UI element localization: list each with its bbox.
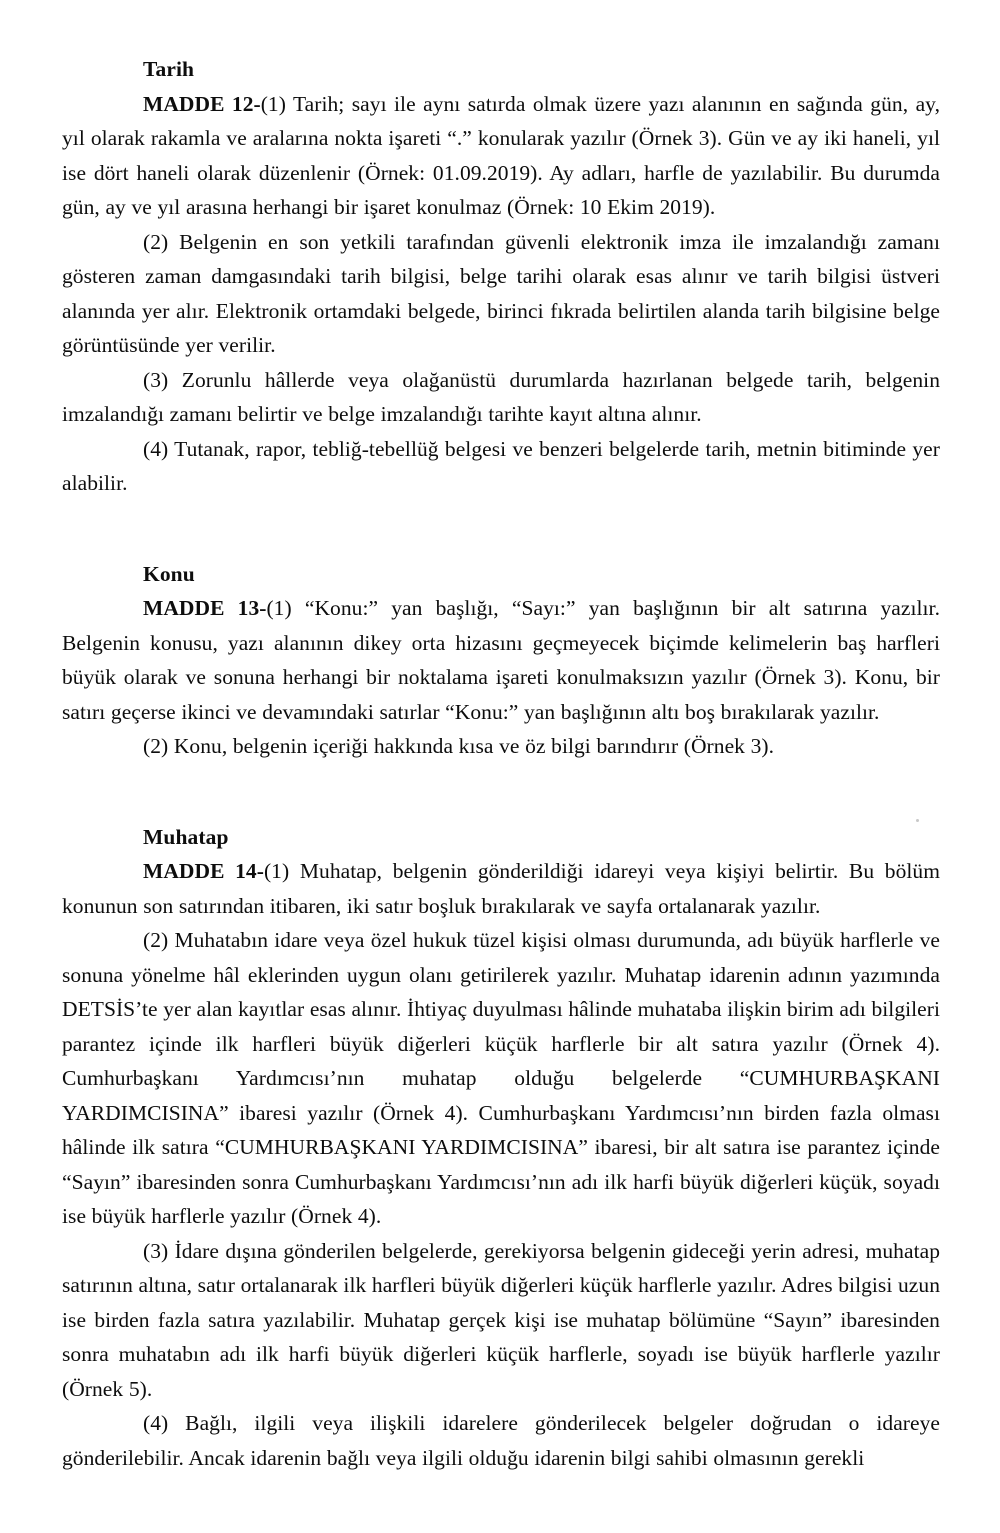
- paragraph-number: (2): [143, 928, 169, 952]
- scan-speck-artifact: [916, 819, 919, 822]
- section-heading-tarih: Tarih: [143, 57, 195, 81]
- madde-label-13: MADDE 13-: [143, 596, 267, 620]
- paragraph-number: (4): [143, 436, 169, 461]
- paragraph-number: (3): [143, 1238, 169, 1263]
- paragraph-madde-14-4: [62, 1406, 940, 1475]
- paragraph-text: Belgenin en son yetkili tarafından güvenli elektronik imza ile imzalandığı zamanı gösteren zaman damgasındaki tarih bilgisi, belge tarihi olarak esas alınır ve tarih bilgisi üstveri alanında yer alır. Elektronik ortamdaki belgede, birinci fıkrada belirtilen alanda tarih bilgisine belge görüntüsünde yer verilir.: [62, 229, 940, 357]
- paragraph-number: (3): [143, 367, 169, 392]
- madde-label-12: MADDE 12-: [143, 91, 261, 116]
- paragraph-madde-12-2: [62, 225, 940, 363]
- paragraph-madde-14-2: [62, 923, 940, 1234]
- section-konu: [62, 557, 940, 764]
- section-heading-muhatap: Muhatap: [143, 824, 229, 849]
- paragraph-number: (1): [260, 91, 286, 116]
- paragraph-madde-13-1: [62, 591, 940, 729]
- paragraph-number: (1): [263, 859, 290, 883]
- paragraph-text: Tarih; sayı ile aynı satırda olmak üzere yazı alanının en sağında gün, ay, yıl olarak rakamla ve aralarına nokta işareti “.” konularak yazılır (Örnek 3). Gün ve ay iki haneli, yıl ise dört haneli olarak düzenlenir (Örnek: 01.09.2019). Ay adları, harfle de yazılabilir. Bu durumda gün, ay ve yıl arasına herhangi bir işaret konulmaz (Örnek: 10 Ekim 2019).: [62, 91, 940, 219]
- paragraph-text: Zorunlu hâllerde veya olağanüstü durumlarda hazırlanan belgede tarih, belgenin imzalandığı zamanı belirtir ve belge imzalandığı tarihte kayıt altına alınır.: [62, 367, 940, 426]
- paragraph-number: (2): [143, 229, 169, 254]
- paragraph-number: (2): [143, 734, 169, 758]
- paragraph-madde-12-3: [62, 363, 940, 432]
- paragraph-text: Muhatap, belgenin gönderildiği idareyi veya kişiyi belirtir. Bu bölüm konunun son satırından itibaren, iki satır boşluk bırakılarak ve sayfa ortalanarak yazılır.: [62, 859, 940, 918]
- paragraph-text: “Konu:” yan başlığı, “Sayı:” yan başlığının bir alt satırına yazılır. Belgenin konusu, yazı alanının dikey orta hizasını geçmeyecek biçimde kelimelerin baş harfleri büyük olarak ve sonuna herhangi bir noktalama işareti konulmaksızın yazılır (Örnek 3). Konu, bir satırı geçerse ikinci ve devamındaki satırlar “Konu:” yan başlığının altı boş bırakılarak yazılır.: [62, 596, 940, 724]
- paragraph-number: (4): [143, 1411, 169, 1435]
- paragraph-madde-13-2: [62, 729, 940, 764]
- paragraph-number: (1): [266, 596, 292, 620]
- paragraph-text: İdare dışına gönderilen belgelerde, gerekiyorsa belgenin gideceği yerin adresi, muhatap satırının altına, satır ortalanarak ilk harfleri büyük diğerleri küçük harflerle yazılır. Adres bilgisi uzun ise birden fazla satıra yazılabilir. Muhatap gerçek kişi ise muhatap bölümüne “Sayın” ibaresinden sonra muhatabın adı ilk harfi büyük diğerleri küçük harflerle, soyadı ise büyük harflerle yazılır (Örnek 5).: [62, 1238, 940, 1401]
- paragraph-text: Tutanak, rapor, tebliğ-tebellüğ belgesi ve benzeri belgelerde tarih, metnin bitiminde yer alabilir.: [62, 436, 940, 495]
- section-tarih: [62, 52, 940, 501]
- paragraph-text: Konu, belgenin içeriği hakkında kısa ve öz bilgi barındırır (Örnek 3).: [168, 734, 775, 758]
- document-text-column: [62, 52, 940, 1475]
- paragraph-text: Bağlı, ilgili veya ilişkili idarelere gönderilecek belgeler doğrudan o idareye gönderilebilir. Ancak idarenin bağlı veya ilgili olduğu idarenin bilgi sahibi olmasının gerekli: [62, 1411, 940, 1470]
- paragraph-madde-12-4: [62, 432, 940, 501]
- paragraph-text: Muhatabın idare veya özel hukuk tüzel kişisi olması durumunda, adı büyük harflerle ve sonuna yönelme hâl eklerinden uygun olanı getirilerek yazılır. Muhatap idarenin adının yazımında DETSİS’te yer alan kayıtlar esas alınır. İhtiyaç duyulması hâlinde muhataba ilişkin birim adı bilgileri parantez içinde ilk harfleri büyük diğerleri küçük harflerle bir alt satıra yazılır (Örnek 4). Cumhurbaşkanı Yardımcısı’nın muhatap olduğu belgelerde “CUMHURBAŞKANI YARDIMCISINA” ibaresi yazılır (Örnek 4). Cumhurbaşkanı Yardımcısı’nın birden fazla olması hâlinde ilk satıra “CUMHURBAŞKANI YARDIMCISINA” ibaresi, bir alt satıra ise parantez içinde “Sayın” ibaresinden sonra Cumhurbaşkanı Yardımcısı’nın adı ilk harfi büyük diğerleri küçük, soyadı ise büyük harflerle yazılır (Örnek 4).: [62, 928, 940, 1228]
- paragraph-madde-14-1: [62, 854, 940, 923]
- paragraph-madde-12-1: [62, 87, 940, 225]
- madde-label-14: MADDE 14-: [143, 859, 264, 883]
- section-muhatap: [62, 820, 940, 1476]
- paragraph-madde-14-3: [62, 1234, 940, 1407]
- section-heading-konu: Konu: [143, 561, 195, 586]
